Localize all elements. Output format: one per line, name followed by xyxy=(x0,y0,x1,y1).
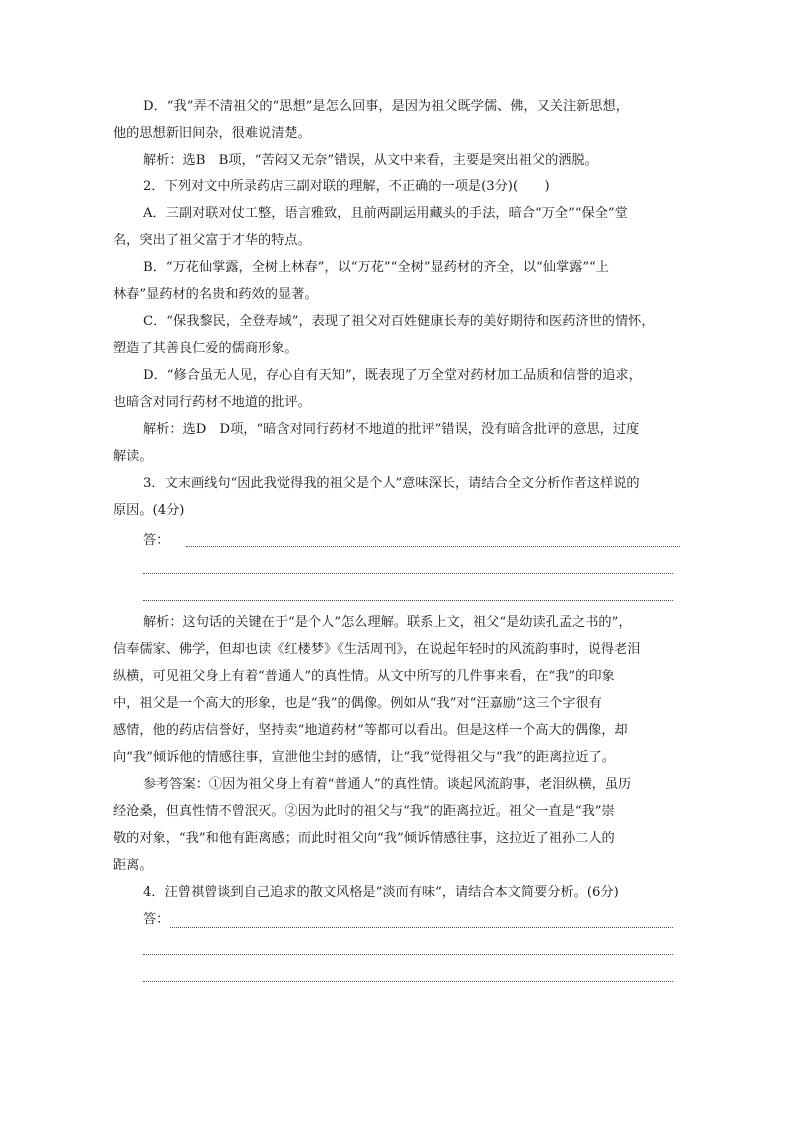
q3-stem-line2: 原因。(4分) xyxy=(113,503,185,518)
q3-reference-line2: 经沧桑，但真性情不曾泯灭。②因为此时的祖父与“我”的距离拉近。祖父一直是“我”崇 xyxy=(113,804,615,819)
q1-analysis: 解析：选B B项，“苦闷又无奈”错误，从文中来看，主要是突出祖父的洒脱。 xyxy=(143,153,598,168)
q3-analysis-line6: 向“我”倾诉他的情感往事，宣泄他尘封的感情，让“我”觉得祖父与“我”的距离拉近了。 xyxy=(113,750,616,765)
q2-option-a-line1: A．三副对联对仗工整，语言雅致，且前两副运用藏头的手法，暗合“万全”“保全”堂 xyxy=(143,206,628,221)
q3-answer-label: 答： xyxy=(143,533,170,548)
q3-analysis-line2: 信奉儒家、佛学，但却也读《红楼梦》《生活周刊》，在说起年轻时的风流韵事时，说得老泪 xyxy=(113,642,641,657)
q2-analysis-line1: 解析：选D D项，“暗含对同行药材不地道的批评”错误，没有暗含批评的意思，过度 xyxy=(143,422,640,437)
q3-analysis-line4: 中，祖父是一个高大的形象，也是“我”的偶像。例如从“我”对“汪嘉励”这三个字很有 xyxy=(113,696,602,711)
q3-stem-line1: 3．文末画线句“因此我觉得我的祖父是个人”意味深长，请结合全文分析作者这样说的 xyxy=(143,476,640,491)
q4-answer-line-2[interactable] xyxy=(143,954,673,955)
q1-option-d-line1: D．“我”弄不清祖父的“思想”是怎么回事，是因为祖父既学儒、佛，又关注新思想， xyxy=(143,99,629,114)
q4-answer-label: 答： xyxy=(143,912,170,927)
q2-stem: 2．下列对文中所录药店三副对联的理解，不正确的一项是(3分)( ) xyxy=(143,179,550,194)
q3-answer-line-2[interactable] xyxy=(143,573,673,574)
q3-analysis-line1: 解析：这句话的关键在于“是个人”怎么理解。联系上文，祖父“是幼读孔孟之书的”， xyxy=(143,615,632,630)
q1-option-d-line2: 他的思想新旧间杂，很难说清楚。 xyxy=(113,126,311,141)
q3-analysis-line3: 纵横，可见祖父身上有着“普通人”的真性情。从文中所写的几件事来看，在“我”的印象 xyxy=(113,669,615,684)
q4-stem: 4．汪曾祺曾谈到自己追求的散文风格是“淡而有味”，请结合本文简要分析。(6分) xyxy=(143,885,619,900)
q2-option-b-line2: 林春”显药材的名贵和药效的显著。 xyxy=(113,287,318,302)
q2-option-b-line1: B．“万花仙掌露，全树上林春”，以“万花”“全树”显药材的齐全，以“仙掌露”“上 xyxy=(143,260,609,275)
q3-answer-line-3[interactable] xyxy=(143,600,673,601)
q4-answer-line-3[interactable] xyxy=(143,981,673,982)
q2-option-d-line2: 也暗含对同行药材不地道的批评。 xyxy=(113,395,311,410)
q3-reference-line3: 敬的对象，“我”和他有距离感；而此时祖父向“我”倾诉情感往事，这拉近了祖孙二人的 xyxy=(113,831,615,846)
q3-analysis-line5: 感情，他的药店信誉好，坚持卖“地道药材”等都可以看出。但是这样一个高大的偶像，却 xyxy=(113,723,628,738)
q2-option-c-line2: 塑造了其善良仁爱的儒商形象。 xyxy=(113,341,298,356)
q2-option-d-line1: D．“修合虽无人见，存心自有天知”，既表现了万全堂对药材加工品质和信誉的追求， xyxy=(143,368,642,383)
q2-option-c-line1: C．“保我黎民，全登寿域”，表现了祖父对百姓健康长寿的美好期待和医药济世的情怀， xyxy=(143,314,655,329)
q3-reference-line1: 参考答案：①因为祖父身上有着“普通人”的真性情。谈起风流韵事，老泪纵横，虽历 xyxy=(143,777,632,792)
q3-answer-line-1[interactable] xyxy=(186,546,680,547)
q4-answer-line-1[interactable] xyxy=(170,927,673,928)
q2-option-a-line2: 名，突出了祖父富于才华的特点。 xyxy=(113,233,311,248)
q3-reference-line4: 距离。 xyxy=(113,858,153,873)
q2-analysis-line2: 解读。 xyxy=(113,449,153,464)
